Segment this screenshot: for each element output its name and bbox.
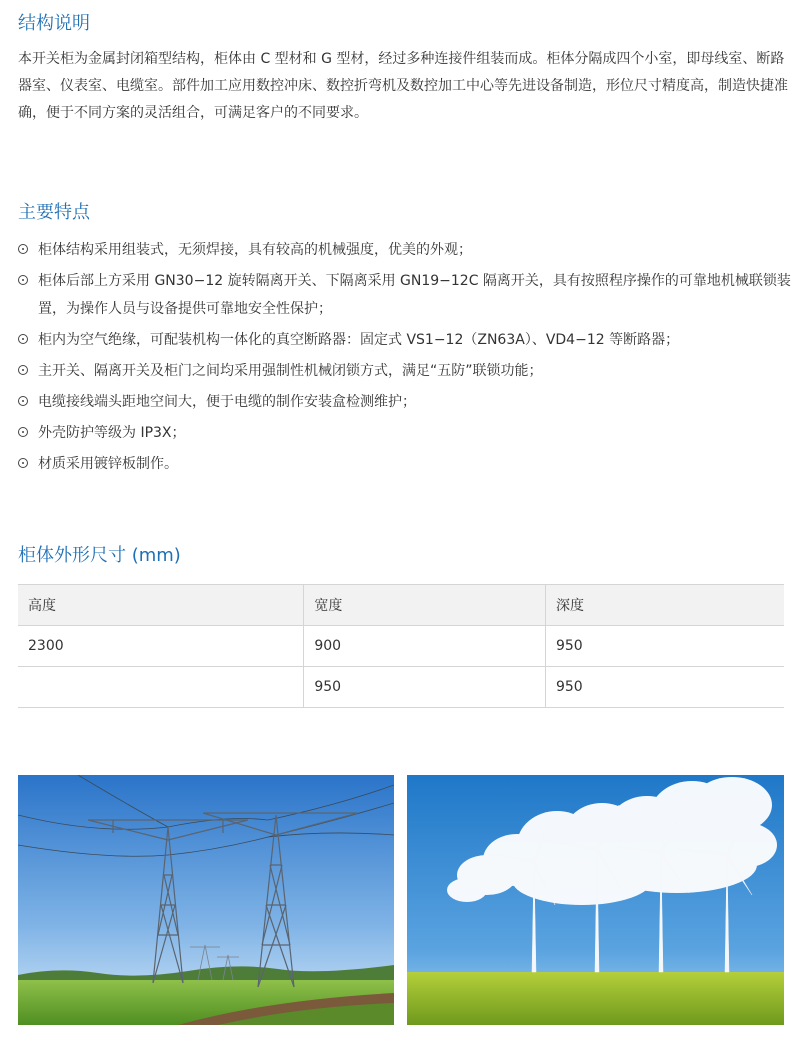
circle-bullet-icon [18,365,28,375]
structure-paragraph: 本开关柜为金属封闭箱型结构，柜体由 C 型材和 G 型材，经过多种连接件组装而成。柜体分隔成四个小室，即母线室、断路器室、仪表室、电缆室。部件加工应用数控冲床、数控折弯机及数控加工中心等先进设备制造，形位尺寸精度高，制造快捷准确，便于不同方案的灵活组合，可满足客户的不同要求。 [18,51,788,121]
feature-item [18,236,793,264]
dimensions-title: 柜体外形尺寸 (mm) [18,545,181,566]
feature-text: 柜内为空气绝缘，可配装机构一体化的真空断路器：固定式 VS1−12（ZN63A）、VD4−12 等断路器； [38,332,680,348]
power-transmission-tower-photo [18,775,394,1025]
header-height: 高度 [18,585,304,626]
feature-item [18,326,793,354]
circle-bullet-icon [18,396,28,406]
feature-item [18,388,793,416]
feature-item [18,419,793,447]
feature-text: 柜体结构采用组装式，无须焊接，具有较高的机械强度，优美的外观； [38,242,472,258]
header-depth: 深度 [545,585,784,626]
structure-title: 结构说明 [18,13,90,34]
circle-bullet-icon [18,275,28,285]
features-list [18,236,793,481]
feature-text: 柜体后部上方采用 GN30−12 旋转隔离开关、下隔离采用 GN19−12C 隔离开关，具有按照程序操作的可靠地机械联锁装置，为操作人员与设备提供可靠地安全性保护； [38,273,791,317]
circle-bullet-icon [18,244,28,254]
wind-turbine-illustration [407,775,784,1025]
feature-item [18,267,793,323]
transmission-tower-illustration [18,775,394,1025]
feature-item [18,357,793,385]
feature-item [18,450,793,478]
circle-bullet-icon [18,334,28,344]
table-cell [18,667,304,708]
feature-text: 电缆接线端头距地空间大，便于电缆的制作安装盒检测维护； [38,394,416,410]
features-title: 主要特点 [18,202,90,223]
table-header-row [18,585,784,626]
circle-bullet-icon [18,458,28,468]
wind-turbines-photo [407,775,784,1025]
feature-text: 材质采用镀锌板制作。 [38,456,178,472]
table-cell: 900 [304,626,546,667]
table-cell: 950 [545,667,784,708]
table-cell: 950 [304,667,546,708]
table-row [18,626,784,667]
dimensions-table [18,584,784,708]
header-width: 宽度 [304,585,546,626]
feature-text: 主开关、隔离开关及柜门之间均采用强制性机械闭锁方式，满足“五防”联锁功能； [38,363,543,379]
circle-bullet-icon [18,427,28,437]
table-cell: 950 [545,626,784,667]
table-cell: 2300 [18,626,304,667]
table-row [18,667,784,708]
feature-text: 外壳防护等级为 IP3X； [38,425,186,441]
